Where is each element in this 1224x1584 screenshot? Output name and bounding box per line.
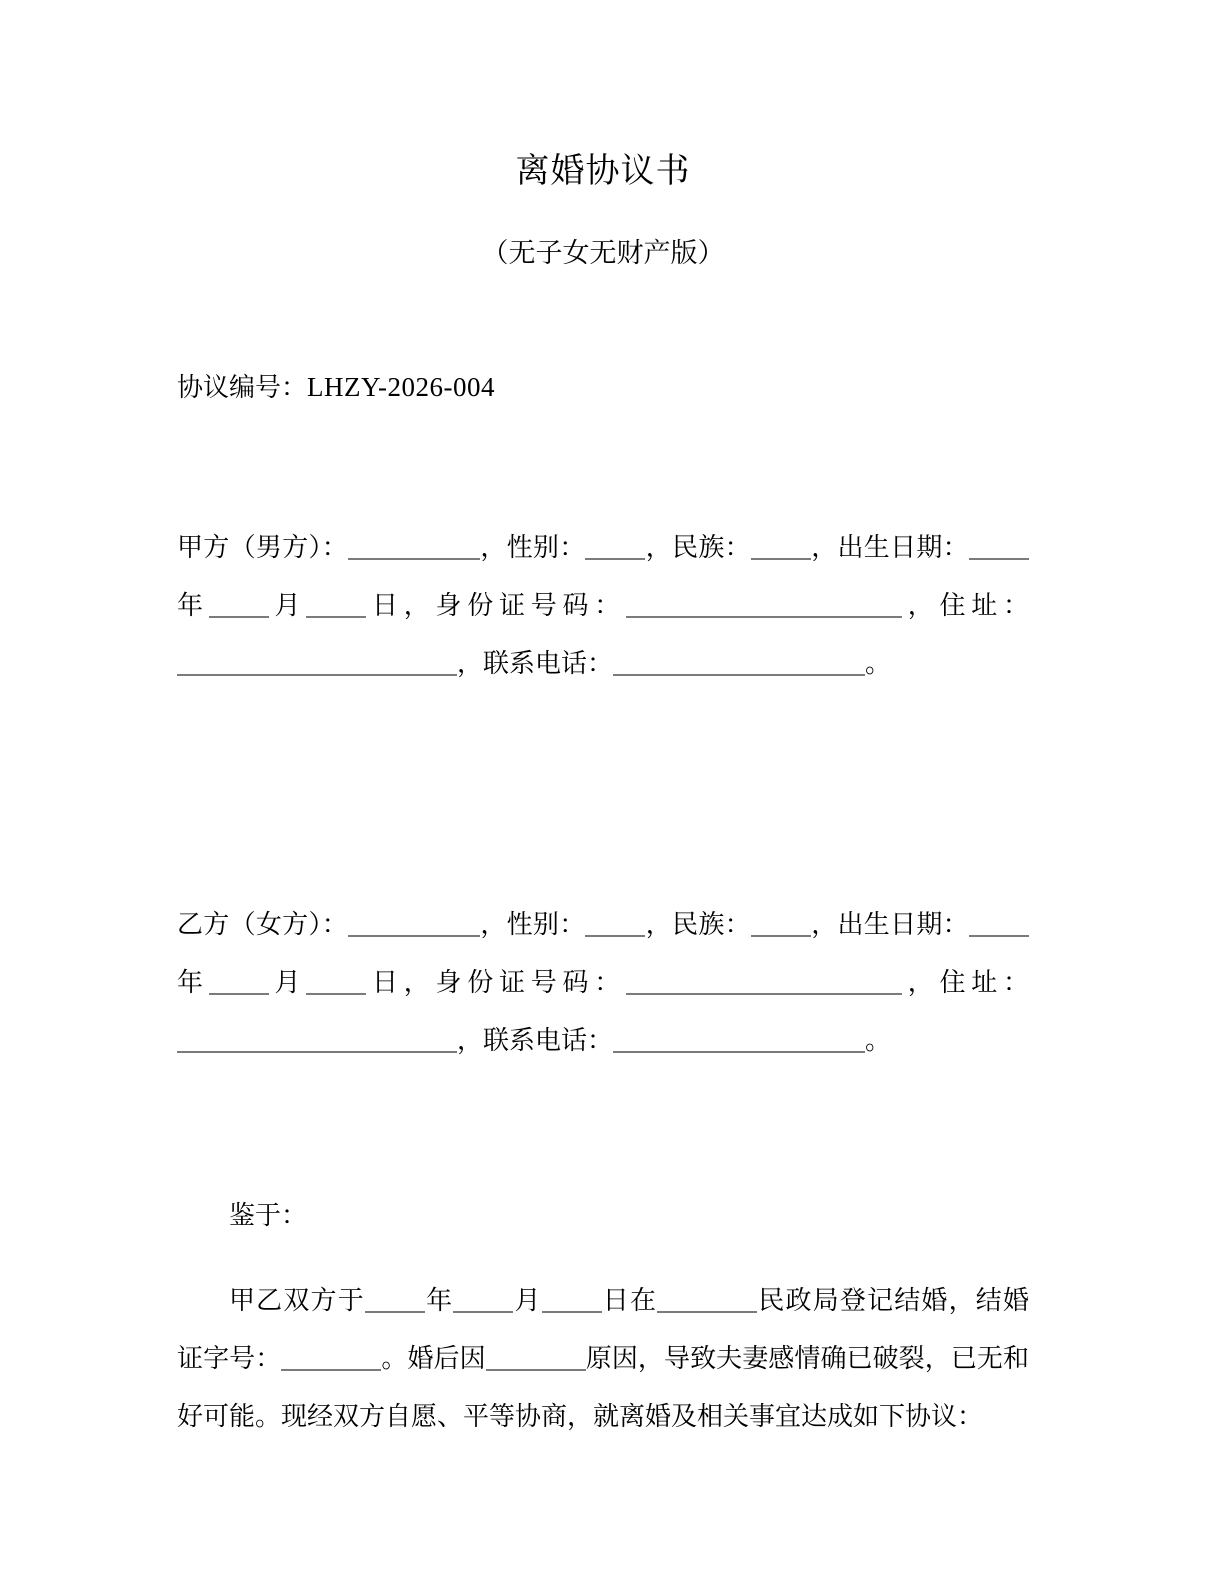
marriage-year-blank[interactable] — [365, 1289, 425, 1313]
party-a-birth-label: ，出生日期： — [810, 532, 969, 563]
party-b-month-label: 月 — [268, 967, 307, 998]
party-a-gender-label: ，性别： — [480, 532, 586, 563]
party-a-day-label: 日 — [366, 590, 404, 621]
party-a-address-blank[interactable] — [177, 652, 457, 676]
party-b-gender-blank[interactable] — [585, 913, 645, 937]
party-a-block — [177, 401, 1029, 692]
divorce-reason-blank[interactable] — [486, 1347, 586, 1371]
party-a-name-label: 甲方（男方）： — [177, 532, 349, 563]
agreement-number-label: 协议编号： — [177, 372, 308, 403]
party-a-gender-blank[interactable] — [585, 536, 645, 560]
marriage-month-blank[interactable] — [453, 1289, 513, 1313]
document-content — [177, 0, 1029, 1445]
recital-segment-3: 。婚后因 — [381, 1343, 486, 1374]
party-b-address-label: ，住址： — [901, 967, 1029, 998]
recital-segment-2: 民政局登记结婚，结婚证字号： — [177, 1285, 1029, 1374]
party-b-phone-label: ，联系电话： — [457, 1025, 614, 1056]
party-a-birth-day-blank[interactable] — [306, 594, 366, 618]
recital-day-label: 日在 — [601, 1285, 658, 1316]
party-b-year-label: 年 — [177, 967, 209, 998]
agreement-number-line — [177, 270, 1029, 401]
party-b-day-label: 日 — [366, 967, 404, 998]
recital-year-label: 年 — [424, 1285, 454, 1316]
party-b-gender-label: ，性别： — [480, 909, 586, 940]
marriage-day-blank[interactable] — [542, 1289, 602, 1313]
party-a-ethnicity-blank[interactable] — [751, 536, 811, 560]
recital-segment-1: 甲乙双方于 — [229, 1285, 365, 1316]
party-b-name-label: 乙方（女方）： — [177, 909, 349, 940]
party-a-ethnicity-label: ，民族： — [645, 532, 751, 563]
party-a-name-blank[interactable] — [348, 536, 480, 560]
page-title: 离婚协议书 — [515, 152, 691, 190]
party-a-id-blank[interactable] — [626, 594, 902, 618]
marriage-bureau-blank[interactable] — [657, 1289, 757, 1313]
party-a-id-label: ，身份证号码： — [403, 590, 626, 621]
party-b-ethnicity-label: ，民族： — [645, 909, 751, 940]
party-a-month-label: 月 — [268, 590, 307, 621]
party-b-block — [177, 692, 1029, 1069]
party-b-id-label: ，身份证号码： — [403, 967, 626, 998]
party-a-birth-year-blank[interactable] — [969, 536, 1029, 560]
party-b-phone-blank[interactable] — [613, 1029, 865, 1053]
recital-heading: 鉴于： — [229, 1200, 308, 1231]
party-a-birth-month-blank[interactable] — [209, 594, 269, 618]
agreement-number-value: LHZY-2026-004 — [307, 372, 495, 403]
party-a-end-mark: 。 — [865, 648, 892, 679]
party-b-birth-year-blank[interactable] — [969, 913, 1029, 937]
party-a-phone-label: ，联系电话： — [457, 648, 614, 679]
party-b-birth-label: ，出生日期： — [810, 909, 969, 940]
recital-paragraph — [177, 1244, 1029, 1445]
party-a-year-label: 年 — [177, 590, 209, 621]
party-b-name-blank[interactable] — [348, 913, 480, 937]
party-b-birth-month-blank[interactable] — [209, 971, 269, 995]
marriage-certificate-no-blank[interactable] — [281, 1347, 381, 1371]
party-a-phone-blank[interactable] — [613, 652, 865, 676]
recital-segment-4: 原因，导致夫妻感情确已破裂，已无和好可能。现经双方自愿、平等协商，就离婚及相关事宜达成如下协议： — [177, 1343, 1029, 1432]
party-b-address-blank[interactable] — [177, 1029, 457, 1053]
party-a-address-label: ，住址： — [901, 590, 1029, 621]
party-b-birth-day-blank[interactable] — [306, 971, 366, 995]
party-b-ethnicity-blank[interactable] — [751, 913, 811, 937]
recital-month-label: 月 — [513, 1285, 542, 1316]
party-b-end-mark: 。 — [865, 1025, 892, 1056]
page-subtitle: （无子女无财产版） — [481, 237, 725, 268]
party-b-id-blank[interactable] — [626, 971, 902, 995]
